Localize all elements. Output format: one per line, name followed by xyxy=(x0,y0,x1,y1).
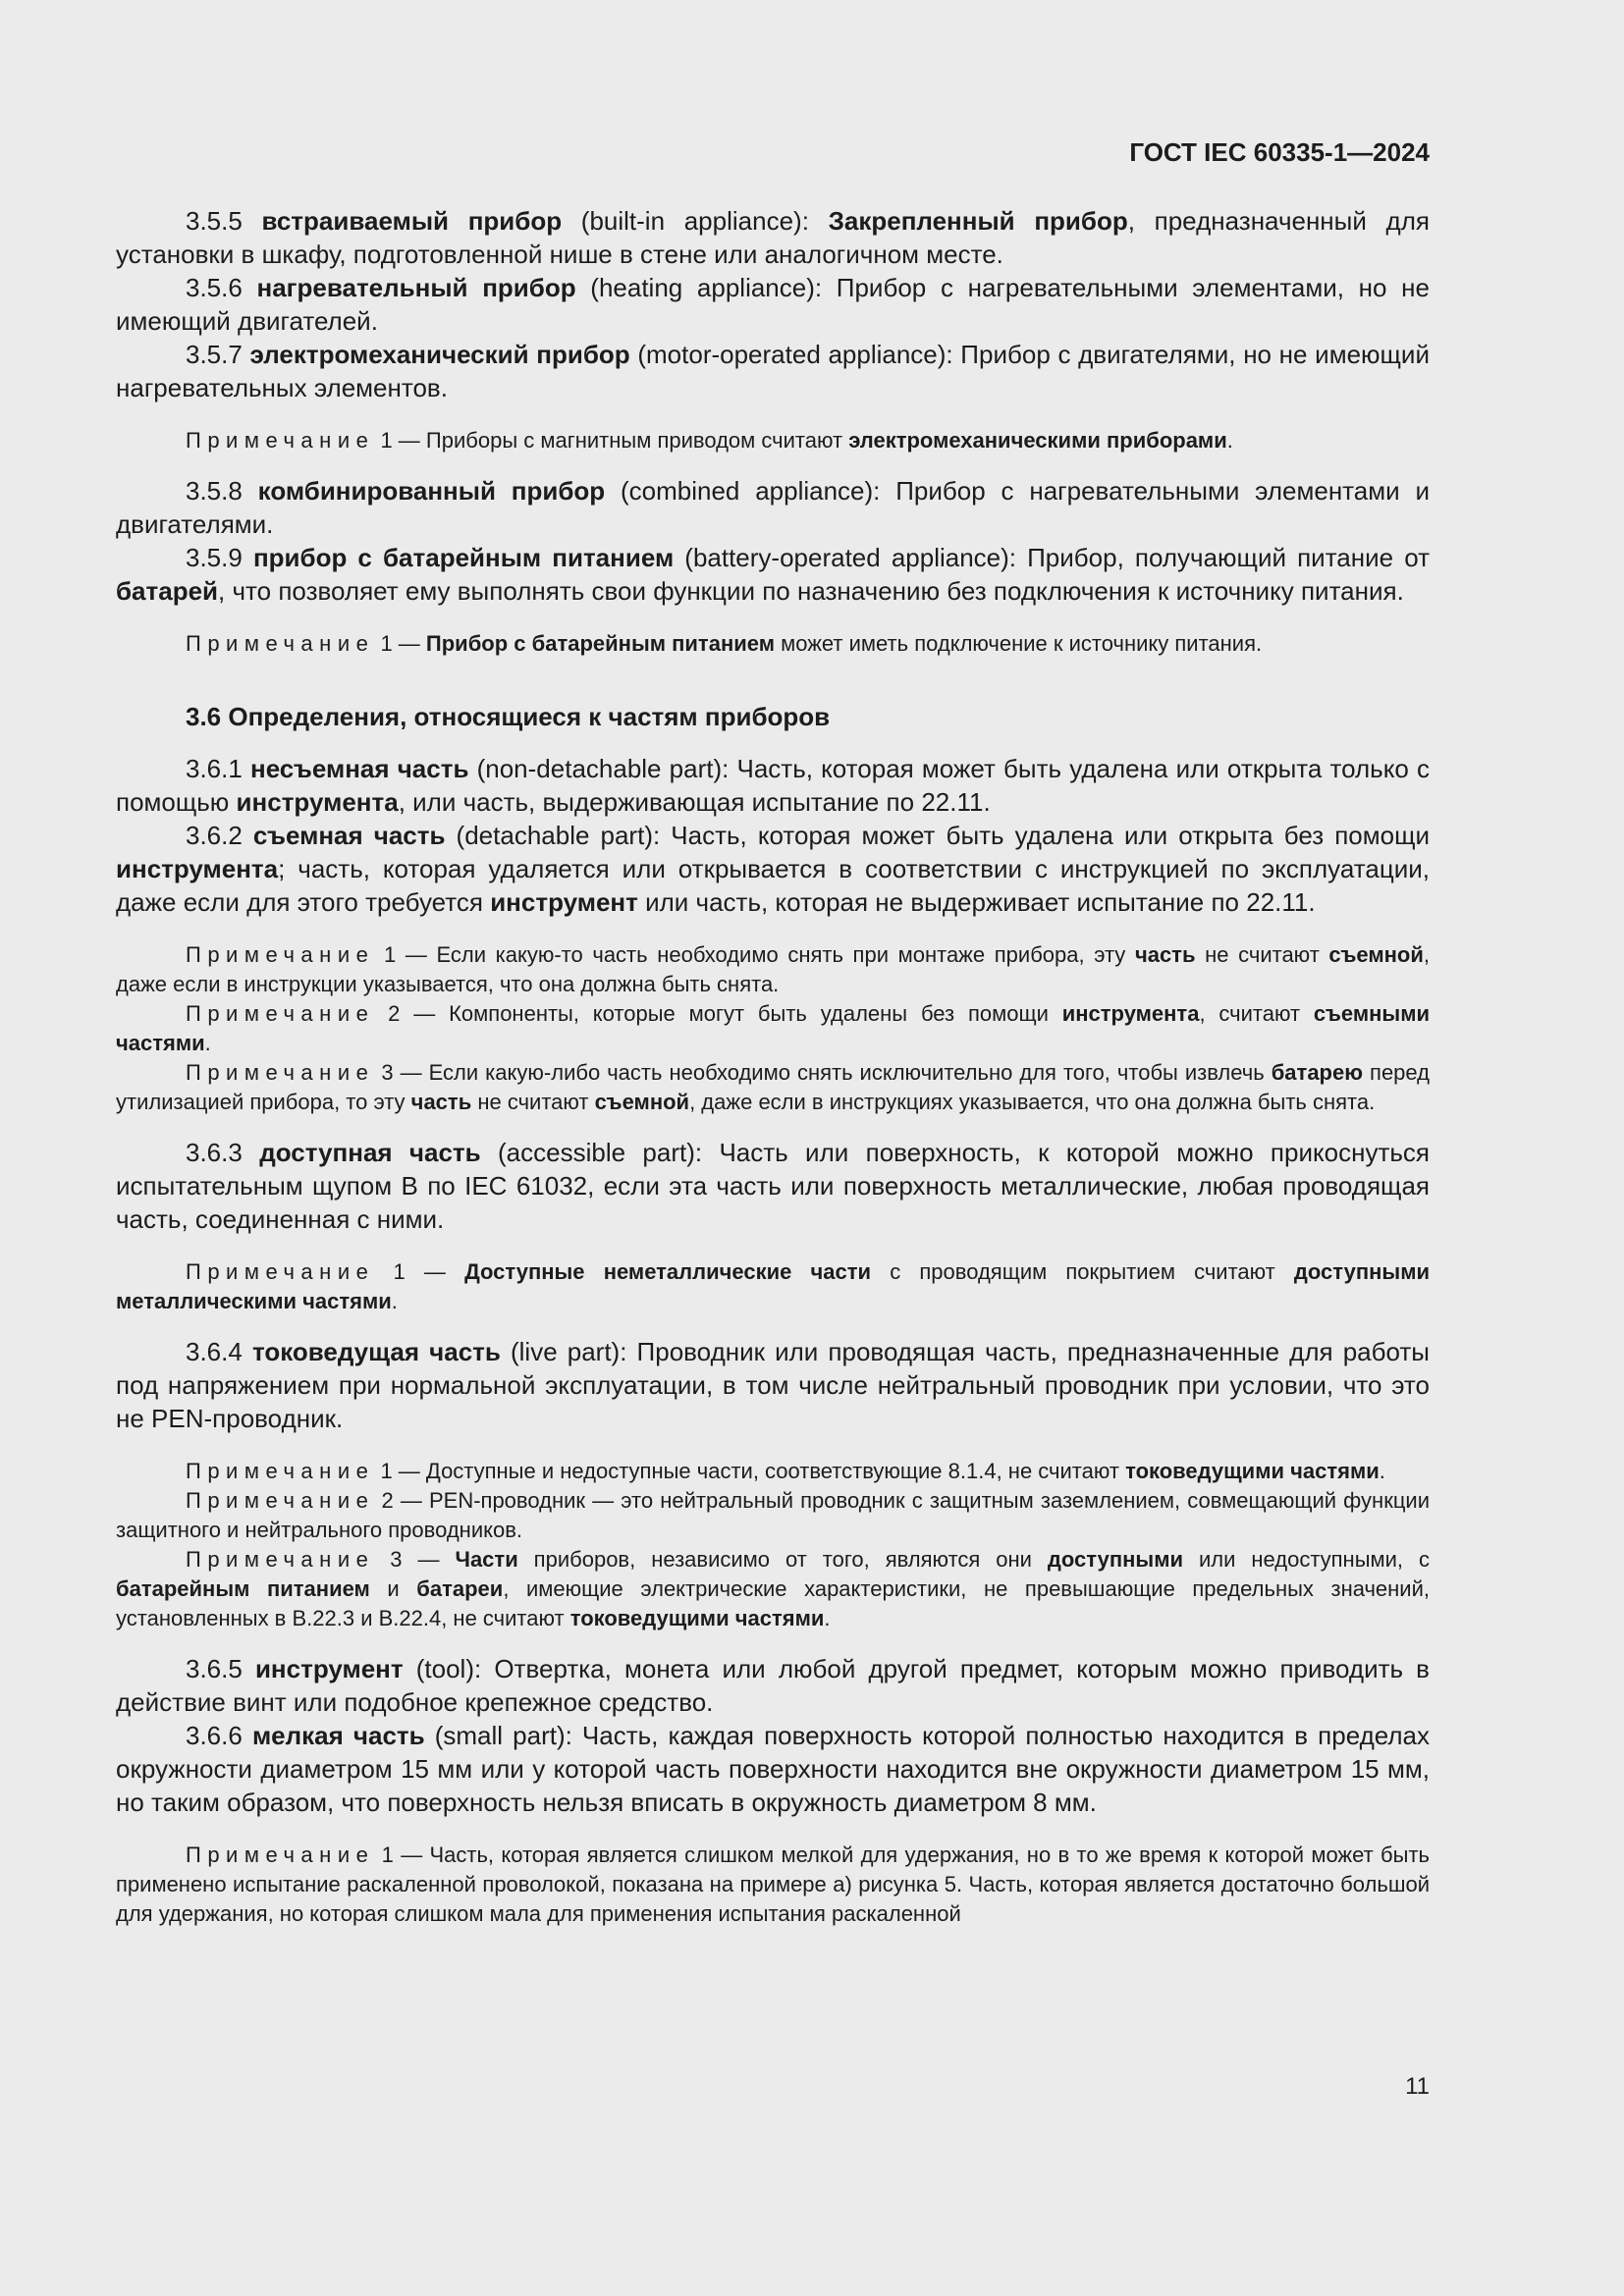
text-run: приборов, независимо от того, являются они xyxy=(517,1547,1048,1572)
text-run: (built-in appliance): xyxy=(562,206,829,236)
text-run: 1 — xyxy=(374,1259,465,1284)
note-paragraph xyxy=(116,999,1430,1058)
text-run: , предназначенный для установки в шкафу, подготовленной нише в стене или аналогичном месте. xyxy=(116,206,1430,269)
text-run: 3.6.1 xyxy=(186,754,250,783)
definition-paragraph xyxy=(116,474,1430,541)
text-run: , или часть, выдерживающая испытание по 22.11. xyxy=(398,787,991,817)
text-run: (accessible part): Часть или поверхность, к которой можно прикоснуться испытательным щупом B по IEC 61032, если эта часть или поверхность металлические, любая проводящая часть, соединенная с ними. xyxy=(116,1138,1430,1234)
term-text: Закрепленный прибор xyxy=(828,206,1128,236)
term-text: съемной xyxy=(1328,942,1424,967)
text-run: , имеющие электрические характеристики, не превышающие предельных значений, установленных в B.22.3 и B.22.4, не считают xyxy=(116,1576,1431,1630)
text-run: или недоступными, с xyxy=(1183,1547,1431,1572)
text-run: (combined appliance): Прибор с нагревательными элементами и двигателями. xyxy=(116,476,1430,539)
text-run: 3.6.2 xyxy=(186,821,253,850)
term-text: Прибор с батарейным питанием xyxy=(425,631,775,656)
term-text: доступная часть xyxy=(259,1138,481,1167)
note-label: Примечание xyxy=(186,1459,375,1483)
term-text: инструмента xyxy=(1061,1001,1200,1026)
page-number: 11 xyxy=(1405,2073,1430,2100)
definition-paragraph xyxy=(116,752,1430,819)
document-header: ГОСТ IEC 60335-1—2024 xyxy=(1129,137,1430,167)
definition-paragraph xyxy=(116,1652,1430,1719)
text-run: , даже если в инструкциях указывается, что она должна быть снята. xyxy=(689,1090,1376,1114)
term-text: батарей xyxy=(116,576,219,606)
text-run: . xyxy=(1379,1459,1385,1483)
term-text: нагревательный прибор xyxy=(256,273,576,302)
note-label: Примечание xyxy=(186,631,375,656)
term-text: встраиваемый прибор xyxy=(261,206,563,236)
text-run: (battery-operated appliance): Прибор, получающий питание от xyxy=(674,543,1431,572)
text-run: перед утилизацией прибора, то эту xyxy=(116,1060,1431,1114)
definition-paragraph xyxy=(116,541,1430,608)
definition-paragraph xyxy=(116,819,1430,919)
text-run: , даже если в инструкции указывается, что она должна быть снята. xyxy=(116,942,1430,996)
definition-paragraph xyxy=(116,1335,1430,1435)
text-run: с проводящим покрытием считают xyxy=(871,1259,1294,1284)
note-paragraph xyxy=(116,1457,1430,1486)
text-run: (motor-operated appliance): Прибор с двигателями, но не имеющий нагревательных элементов. xyxy=(116,340,1430,402)
text-run: 3.5.6 xyxy=(186,273,257,302)
term-text: батарейным питанием xyxy=(116,1576,370,1601)
text-run: . xyxy=(204,1031,211,1055)
text-run: 3 — Если какую-либо часть необходимо снять исключительно для того, чтобы извлечь xyxy=(374,1060,1272,1085)
term-text: часть xyxy=(1134,942,1196,967)
text-run: (live part): Проводник или проводящая часть, предназначенные для работы под напряжением при нормальной эксплуатации, в том числе нейтральный проводник при условии, что это не PEN-проводник. xyxy=(116,1337,1430,1433)
term-text: инструмент xyxy=(254,1654,404,1683)
term-text: инструмент xyxy=(490,887,638,917)
text-run: 2 — PEN-проводник — это нейтральный проводник с защитным заземлением, совмещающий функции защитного и нейтрального проводников. xyxy=(116,1488,1430,1542)
note-paragraph xyxy=(116,1545,1430,1633)
term-text: съемными частями xyxy=(116,1001,1430,1055)
note-label: Примечание xyxy=(186,942,375,967)
note-paragraph xyxy=(116,426,1430,455)
term-text: несъемная часть xyxy=(249,754,469,783)
term-text: токоведущими частями xyxy=(569,1606,825,1630)
definition-paragraph xyxy=(116,204,1430,271)
term-text: батареи xyxy=(416,1576,504,1601)
term-text: съемная часть xyxy=(252,821,446,850)
term-text: съемной xyxy=(594,1090,690,1114)
term-text: доступными металлическими частями xyxy=(116,1259,1430,1313)
text-run: 3.6 Определения, относящиеся к частям приборов xyxy=(186,702,831,731)
term-text: часть xyxy=(410,1090,472,1114)
text-run: или часть, которая не выдерживает испытание по 22.11. xyxy=(637,887,1316,917)
text-run: и xyxy=(369,1576,417,1601)
term-text: доступными xyxy=(1047,1547,1183,1572)
text-run: 3 — xyxy=(374,1547,456,1572)
term-text: токоведущими частями xyxy=(1125,1459,1380,1483)
note-label: Примечание xyxy=(186,1547,375,1572)
text-run: 3.6.6 xyxy=(186,1721,252,1750)
text-run: 3.5.8 xyxy=(186,476,258,506)
text-run: не считают xyxy=(471,1090,595,1114)
text-run: (small part): Часть, каждая поверхность которой полностью находится в пределах окружности диаметром 15 мм или у которой часть поверхности находится вне окружности диаметром 15 мм, но таким образом, что поверхность нельзя вписать в окружность диаметром 8 мм. xyxy=(116,1721,1430,1817)
term-text: токоведущая часть xyxy=(251,1337,501,1366)
note-paragraph xyxy=(116,629,1430,659)
note-label: Примечание xyxy=(186,1488,375,1513)
text-run: 3.5.7 xyxy=(186,340,250,369)
note-paragraph xyxy=(116,940,1430,999)
text-run: 1 — xyxy=(374,631,426,656)
document-body xyxy=(116,204,1430,1929)
term-text: инструмента xyxy=(236,787,399,817)
document-page xyxy=(116,137,1430,1929)
text-run: 3.6.3 xyxy=(186,1138,260,1167)
text-run: (tool): Отвертка, монета или любой другой предмет, которым можно приводить в действие винт или подобное крепежное средство. xyxy=(116,1654,1430,1717)
text-run: (heating appliance): Прибор с нагревательными элементами, но не имеющий двигателей. xyxy=(116,273,1430,336)
text-run: 3.5.9 xyxy=(186,543,253,572)
note-paragraph xyxy=(116,1257,1430,1316)
text-run: 3.6.4 xyxy=(186,1337,252,1366)
text-run: (non-detachable part): Часть, которая может быть удалена или открыта только с помощью xyxy=(116,754,1430,817)
text-run: не считают xyxy=(1195,942,1329,967)
text-run: , считают xyxy=(1199,1001,1314,1026)
text-run: , что позволяет ему выполнять свои функции по назначению без подключения к источнику питания. xyxy=(218,576,1404,606)
text-run: 2 — Компоненты, которые могут быть удалены без помощи xyxy=(374,1001,1062,1026)
term-text: прибор с батарейным питанием xyxy=(252,543,675,572)
text-run: может иметь подключение к источнику питания. xyxy=(774,631,1263,656)
note-label: Примечание xyxy=(186,1842,375,1867)
term-text: мелкая часть xyxy=(251,1721,425,1750)
definition-paragraph xyxy=(116,1719,1430,1819)
definition-paragraph xyxy=(116,271,1430,338)
term-text: инструмента xyxy=(116,854,279,883)
text-run: . xyxy=(824,1606,831,1630)
note-paragraph xyxy=(116,1058,1430,1117)
note-label: Примечание xyxy=(186,1060,375,1085)
note-label: Примечание xyxy=(186,1259,375,1284)
term-text: электромеханический прибор xyxy=(249,340,630,369)
term-text: Доступные неметаллические части xyxy=(464,1259,872,1284)
text-run: 1 — Доступные и недоступные части, соответствующие 8.1.4, не считают xyxy=(374,1459,1126,1483)
term-text: батарею xyxy=(1271,1060,1364,1085)
definition-paragraph xyxy=(116,338,1430,404)
term-text: комбинированный прибор xyxy=(257,476,606,506)
text-run: 1 — Часть, которая является слишком мелкой для удержания, но в то же время к которой может быть применено испытание раскаленной проволокой, показана на примере a) рисунка 5. Часть, которая является достаточно большой для удержания, но которая слишком мала для применения испытания раскаленной xyxy=(116,1842,1430,1926)
text-run: (detachable part): Часть, которая может быть удалена или открыта без помощи xyxy=(445,821,1430,850)
text-run: 3.5.5 xyxy=(186,206,262,236)
text-run: 1 — Если какую-то часть необходимо снять при монтаже прибора, эту xyxy=(374,942,1135,967)
text-run: 3.6.5 xyxy=(186,1654,255,1683)
note-paragraph xyxy=(116,1841,1430,1929)
text-run: ; часть, которая удаляется или открывается в соответствии с инструкцией по эксплуатации, даже если для этого требуется xyxy=(116,854,1430,917)
term-text: Части xyxy=(455,1547,518,1572)
text-run: . xyxy=(1226,428,1233,453)
term-text: электромеханическими приборами xyxy=(848,428,1227,453)
note-label: Примечание xyxy=(186,1001,375,1026)
note-paragraph xyxy=(116,1486,1430,1545)
definition-paragraph xyxy=(116,1136,1430,1236)
text-run: . xyxy=(391,1289,398,1313)
text-run: 1 — Приборы с магнитным приводом считают xyxy=(374,428,849,453)
note-label: Примечание xyxy=(186,428,375,453)
section-heading xyxy=(116,700,1430,733)
